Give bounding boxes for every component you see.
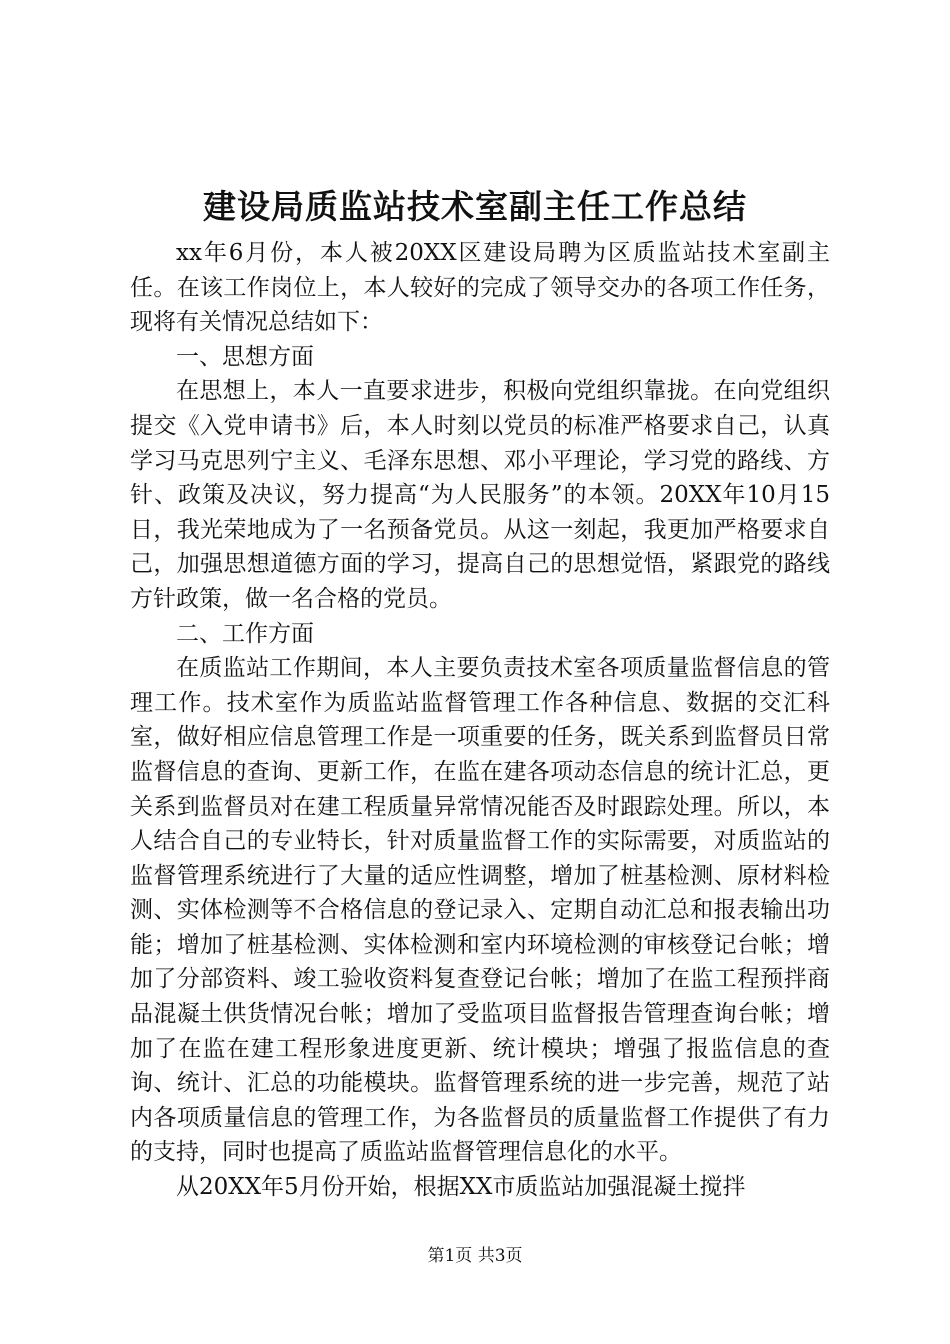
document-title: 建设局质监站技术室副主任工作总结 <box>203 187 747 226</box>
section-heading-work: 二、工作方面 <box>176 620 314 647</box>
page-number: 第1页 共3页 <box>427 1246 523 1266</box>
work-paragraph-continued: 从20XX年5月份开始，根据XX市质监站加强混凝土搅拌 <box>176 1174 746 1201</box>
work-paragraph: 在质监站工作期间，本人主要负责技术室各项质量监督信息的管理工作。技术室作为质监站监督管理工作各种信息、数据的交汇科室，做好相应信息管理工作是一项重要的任务，既关系到监督员日常监督信息的查询、更新工作，在监在建各项动态信息的统计汇总，更关系到监督员对在建工程质量异常情况能否及时跟踪处理。所以，本人结合自己的专业特长，针对质量监督工作的实际需要，对质监站的监督管理系统进行了大量的适应性调整，增加了桩基检测、原材料检测、实体检测等不合格信息的登记录入、定期自动汇总和报表输出功能；增加了桩基检测、实体检测和室内环境检测的审核登记台帐；增加了分部资料、竣工验收资料复查登记台帐；增加了在监工程预拌商品混凝土供货情况台帐；增加了受监项目监督报告管理查询台帐；增加了在监在建工程形象进度更新、统计模块；增强了报监信息的查询、统计、汇总的功能模块。监督管理系统的进一步完善，规范了站内各项质量信息的管理工作，为各监督员的质量监督工作提供了有力的支持，同时也提高了质监站监督管理信息化的水平。 <box>130 655 830 1166</box>
section-heading-thought: 一、思想方面 <box>176 343 314 370</box>
intro-paragraph: xx年6月份，本人被20XX区建设局聘为区质监站技术室副主任。在该工作岗位上，本人较好的完成了领导交办的各项工作任务，现将有关情况总结如下： <box>130 240 830 336</box>
document-body <box>130 236 830 1205</box>
thought-paragraph: 在思想上，本人一直要求进步，积极向党组织靠拢。在向党组织提交《入党申请书》后，本人时刻以党员的标准严格要求自己，认真学习马克思列宁主义、毛泽东思想、邓小平理论，学习党的路线、方针、政策及决议，努力提高“为人民服务”的本领。20XX年10月15日，我光荣地成为了一名预备党员。从这一刻起，我更加严格要求自己，加强思想道德方面的学习，提高自己的思想觉悟，紧跟党的路线方针政策，做一名合格的党员。 <box>130 378 830 612</box>
